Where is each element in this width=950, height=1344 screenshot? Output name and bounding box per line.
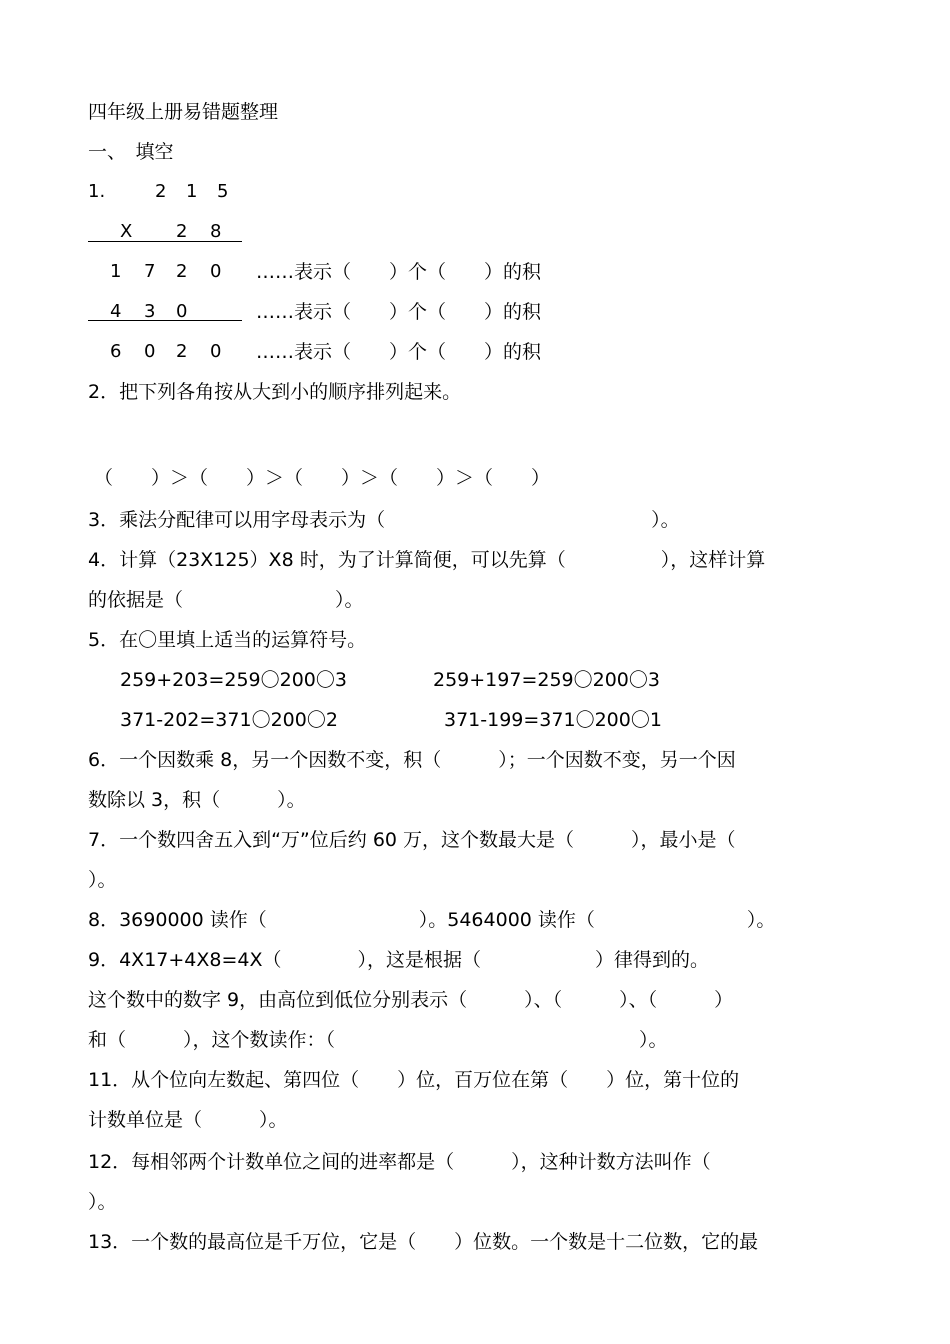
q4-line2: 的依据是（ ）。 xyxy=(88,589,364,611)
q11-line2: 计数单位是（ ）。 xyxy=(88,1109,288,1131)
q1-label: 1. xyxy=(88,181,106,202)
q5-expr-3: 371-202=371〇200〇2 xyxy=(120,709,338,731)
digit: 5 xyxy=(217,181,229,202)
digit: 0 xyxy=(210,261,222,282)
digit: 3 xyxy=(144,301,156,322)
page-title: 四年级上册易错题整理 xyxy=(88,101,279,123)
q6-line1: 6．一个因数乘 8，另一个因数不变，积（ ）；一个因数不变，另一个因 xyxy=(88,749,736,771)
digit: 4 xyxy=(110,301,122,322)
digit: 8 xyxy=(210,221,222,242)
q5-expr-2: 259+197=259〇200〇3 xyxy=(433,669,660,691)
digit: 0 xyxy=(144,341,156,362)
digit: 2 xyxy=(176,261,188,282)
q5-expr-1: 259+203=259〇200〇3 xyxy=(120,669,347,691)
q1-desc-3: ……表示（ ）个（ ）的积 xyxy=(256,341,542,363)
q12-line2: ）。 xyxy=(88,1191,117,1213)
q10-line2: 和（ ），这个数读作：（ ）。 xyxy=(88,1029,668,1051)
digit: 7 xyxy=(144,261,156,282)
q6-line2: 数除以 3，积（ ）。 xyxy=(88,789,306,811)
q9-text: 9．4X17+4X8=4X（ ），这是根据（ ）律得到的。 xyxy=(88,949,710,971)
q7-line2: ）。 xyxy=(88,869,117,891)
q13-text: 13．一个数的最高位是千万位，它是（ ）位数。一个数是十二位数，它的最 xyxy=(88,1231,759,1253)
digit: 2 xyxy=(155,181,167,202)
q1-desc-2: ……表示（ ）个（ ）的积 xyxy=(256,301,542,323)
digit: 1 xyxy=(186,181,198,202)
digit: 6 xyxy=(110,341,122,362)
q5-expr-4: 371-199=371〇200〇1 xyxy=(444,709,662,731)
q1-desc-1: ……表示（ ）个（ ）的积 xyxy=(256,261,542,283)
q12-line1: 12．每相邻两个计数单位之间的进率都是（ ），这种计数方法叫作（ xyxy=(88,1151,711,1173)
digit: 1 xyxy=(110,261,122,282)
underline xyxy=(88,241,242,242)
underline xyxy=(88,320,242,321)
digit: 2 xyxy=(176,341,188,362)
q8-text: 8．3690000 读作（ ）。5464000 读作（ ）。 xyxy=(88,909,776,931)
times-sign: X xyxy=(120,221,133,242)
q10-line1: 这个数中的数字 9，由高位到低位分别表示（ ）、（ ）、（ ） xyxy=(88,989,734,1011)
q5-text: 5．在〇里填上适当的运算符号。 xyxy=(88,629,367,651)
q3-text: 3．乘法分配律可以用字母表示为（ ）。 xyxy=(88,509,680,531)
q2-text: 2．把下列各角按从大到小的顺序排列起来。 xyxy=(88,381,462,403)
q2-order: （ ）＞（ ）＞（ ）＞（ ）＞（ ） xyxy=(94,467,551,489)
digit: 2 xyxy=(176,221,188,242)
q7-line1: 7．一个数四舍五入到“万”位后约 60 万，这个数最大是（ ），最小是（ xyxy=(88,829,736,851)
digit: 0 xyxy=(176,301,188,322)
q4-line1: 4．计算（23X125）X8 时，为了计算简便，可以先算（ ），这样计算 xyxy=(88,549,766,571)
section-heading: 一、 填空 xyxy=(88,141,174,163)
q11-line1: 11．从个位向左数起、第四位（ ）位，百万位在第（ ）位，第十位的 xyxy=(88,1069,740,1091)
digit: 0 xyxy=(210,341,222,362)
